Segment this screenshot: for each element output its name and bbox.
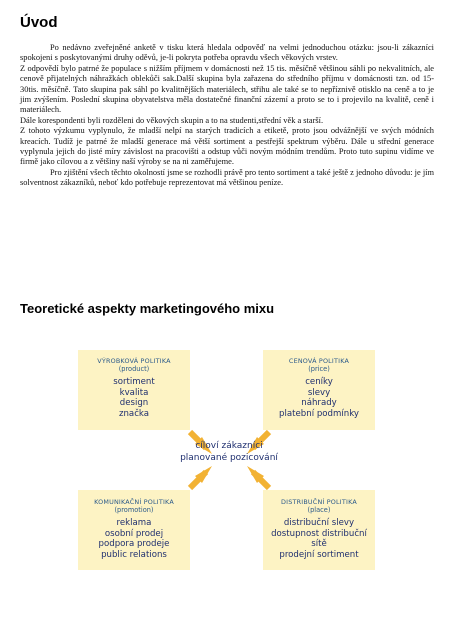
intro-text	[20, 43, 434, 189]
center-line-2: planované pozicování	[180, 453, 278, 463]
quadrant-place-title: DISTRIBUČNÍ POLITIKA	[281, 498, 357, 506]
quadrant-place-item: distribuční slevy	[283, 518, 355, 528]
quadrant-place-sub: (place)	[307, 506, 331, 514]
quadrant-promotion-item: reklama	[116, 518, 152, 528]
quadrant-promotion-item: osobní prodej	[104, 528, 164, 539]
quadrant-place-item: dostupnost distribuční sítě	[271, 528, 367, 549]
quadrant-product-item: kvalita	[119, 387, 149, 398]
quadrant-promotion-title: KOMUNIKAČNÍ POLITIKA	[94, 498, 174, 506]
quadrant-price-item: slevy	[307, 387, 331, 398]
quadrant-price-item: platební podmínky	[279, 408, 359, 419]
marketing-mix-diagram	[70, 340, 390, 580]
quadrant-price	[263, 350, 375, 430]
section-heading: Teoretické aspekty marketingového mixu	[20, 301, 275, 316]
paragraph-4: Z tohoto výzkumu vyplynulo, že mladší nelpí na starých tradicích a etiketě, proto jsou odvážnější ve svých módních kreacích. Tudíž je patrné že mladší generace má větší sortiment a pestřejší spektrum výběru. Dále u střední generace vyplynula jejich do jisté míry závislost na pracovišti a odstup vůči novým módním trendům. Proto tuto supinu vidíme ve firmě jako cílovou a z většiny naší výroby se na ni zaměřujeme.	[20, 126, 434, 167]
quadrant-promotion	[78, 490, 190, 570]
quadrant-product-item: sortiment	[113, 377, 155, 387]
quadrant-price-sub: (price)	[308, 365, 330, 373]
paragraph-1: Po nedávno zveřejněné anketě v tisku která hledala odpověď na velmi jednoduchou otázku: jsou-li zákazníci spokojeni s poskytovanými druhy oděvů, je-li pokryta potřeba opravdu všech věkových vrstev.	[20, 43, 434, 63]
quadrant-price-title: CENOVÁ POLITIKA	[288, 357, 350, 365]
center-label	[168, 440, 290, 464]
paragraph-2: Z odpovědí bylo patrné že populace s nižším příjmem v domácnosti než 15 tis. měsíčně většinou sáhli po nekvalitních, ale cenově přijatelných náhražkách oblekůči sak.Další skupina byla zařazena do středního příjmu v domácnosti tzn. od 15-30tis. měsíčně. Tato skupina pak sáhl po kvalitnějších materiálech, střihu ale také se to nepříznivě otisklo na ceně a to je jim zvýšením. Poslední skupina obyvatelstva měla dostatečné finanční zázemí a proto se to i projevilo na kvalitě, ceně i materiálech.	[20, 63, 434, 115]
quadrant-product-item: design	[119, 398, 149, 408]
paragraph-5: Pro zjištění všech těchto okolností jsme se rozhodli právě pro tento sortiment a také ještě z jednoho důvodu: je jím solventnost zákazníků, neboť kdo potřebuje reprezentovat má většinou peníze.	[20, 167, 434, 188]
center-line-1: cíloví zákazníci	[195, 441, 263, 451]
quadrant-price-item: ceníky	[305, 377, 333, 387]
quadrant-promotion-item: podpora prodeje	[98, 539, 170, 549]
heading-uvod: Úvod	[20, 14, 58, 31]
quadrant-promotion-sub: (promotion)	[114, 506, 154, 514]
quadrant-price-item: náhrady	[301, 398, 337, 408]
quadrant-place-item: prodejní sortiment	[279, 549, 359, 560]
quadrant-product-sub: (product)	[118, 365, 150, 373]
paragraph-3: Dále korespondenti byli rozděleni do věkových skupin a to na studenti,střední věk a starší.	[20, 115, 324, 125]
quadrant-place	[263, 490, 375, 570]
quadrant-product	[78, 350, 190, 430]
quadrant-product-item: značka	[118, 408, 150, 419]
quadrant-promotion-item: public relations	[101, 549, 167, 560]
quadrant-product-title: VÝROBKOVÁ POLITIKA	[97, 357, 171, 365]
